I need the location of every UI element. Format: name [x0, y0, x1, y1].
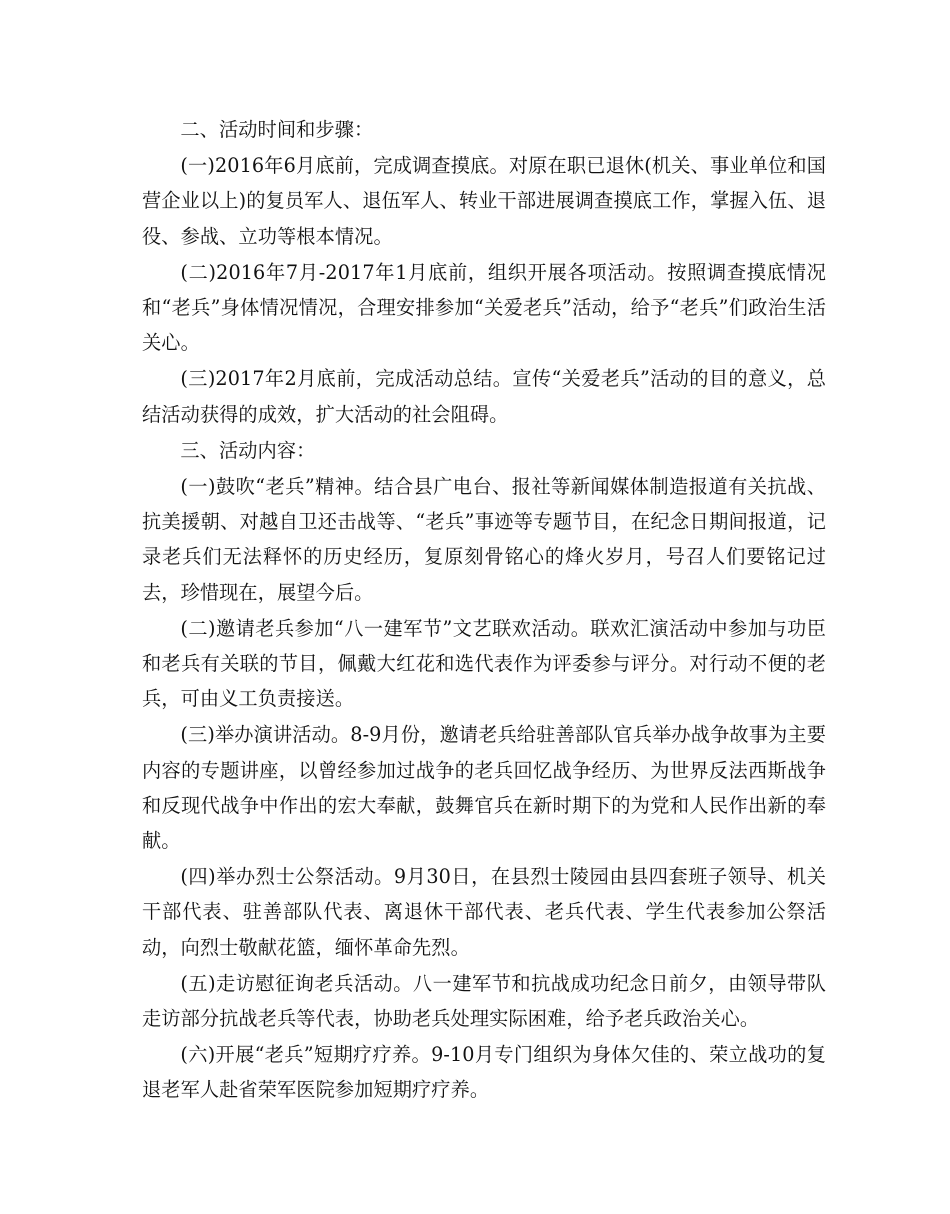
paragraph: (二)邀请老兵参加“八一建军节”文艺联欢活动。联欢汇演活动中参加与功臣和老兵有关联的节目，佩戴大红花和选代表作为评委参与评分。对行动不便的老兵，可由义工负责接送。	[142, 616, 826, 711]
paragraph: (三)2017年2月底前，完成活动总结。宣传“关爱老兵”活动的目的意义，总结活动获得的成效，扩大活动的社会阻碍。	[142, 367, 826, 426]
paragraph: (四)举办烈士公祭活动。9月30日，在县烈士陵园由县四套班子领导、机关干部代表、驻善部队代表、离退休干部代表、老兵代表、学生代表参加公祭活动，向烈士敬献花篮，缅怀革命先烈。	[142, 865, 826, 959]
section-heading-content: 三、活动内容：	[180, 438, 316, 462]
paragraph: (六)开展“老兵”短期疗疗养。9-10月专门组织为身体欠佳的、荣立战功的复退老军人赴省荣军医院参加短期疗疗养。	[142, 1043, 826, 1102]
paragraph: (二)2016年7月-2017年1月底前，组织开展各项活动。按照调查摸底情况和“老兵”身体情况情况，合理安排参加“关爱老兵”活动，给予“老兵”们政治生活关心。	[142, 260, 826, 355]
paragraph: (五)走访慰征询老兵活动。八一建军节和抗战成功纪念日前夕，由领导带队走访部分抗战老兵等代表，协助老兵处理实际困难，给予老兵政治关心。	[142, 971, 826, 1031]
paragraph: (三)举办演讲活动。8-9月份，邀请老兵给驻善部队官兵举办战争故事为主要内容的专题讲座，以曾经参加过战争的老兵回忆战争经历、为世界反法西斯战争和反现代战争中作出的宏大奉献，鼓舞官兵在新时期下的为党和人民作出新的奉献。	[142, 723, 826, 853]
paragraph: (一)鼓吹“老兵”精神。结合县广电台、报社等新闻媒体制造报道有关抗战、抗美援朝、对越自卫还击战等、“老兵”事迹等专题节目，在纪念日期间报道，记录老兵们无法释怀的历史经历，复原刻骨铭心的烽火岁月，号召人们要铭记过去，珍惜现在，展望今后。	[142, 475, 826, 604]
section-heading-schedule: 二、活动时间和步骤：	[180, 118, 374, 141]
paragraph: (一)2016年6月底前，完成调查摸底。对原在职已退休(机关、事业单位和国营企业以上)的复员军人、退伍军人、转业干部进展调查摸底工作，掌握入伍、退役、参战、立功等根本情况。	[142, 154, 826, 248]
